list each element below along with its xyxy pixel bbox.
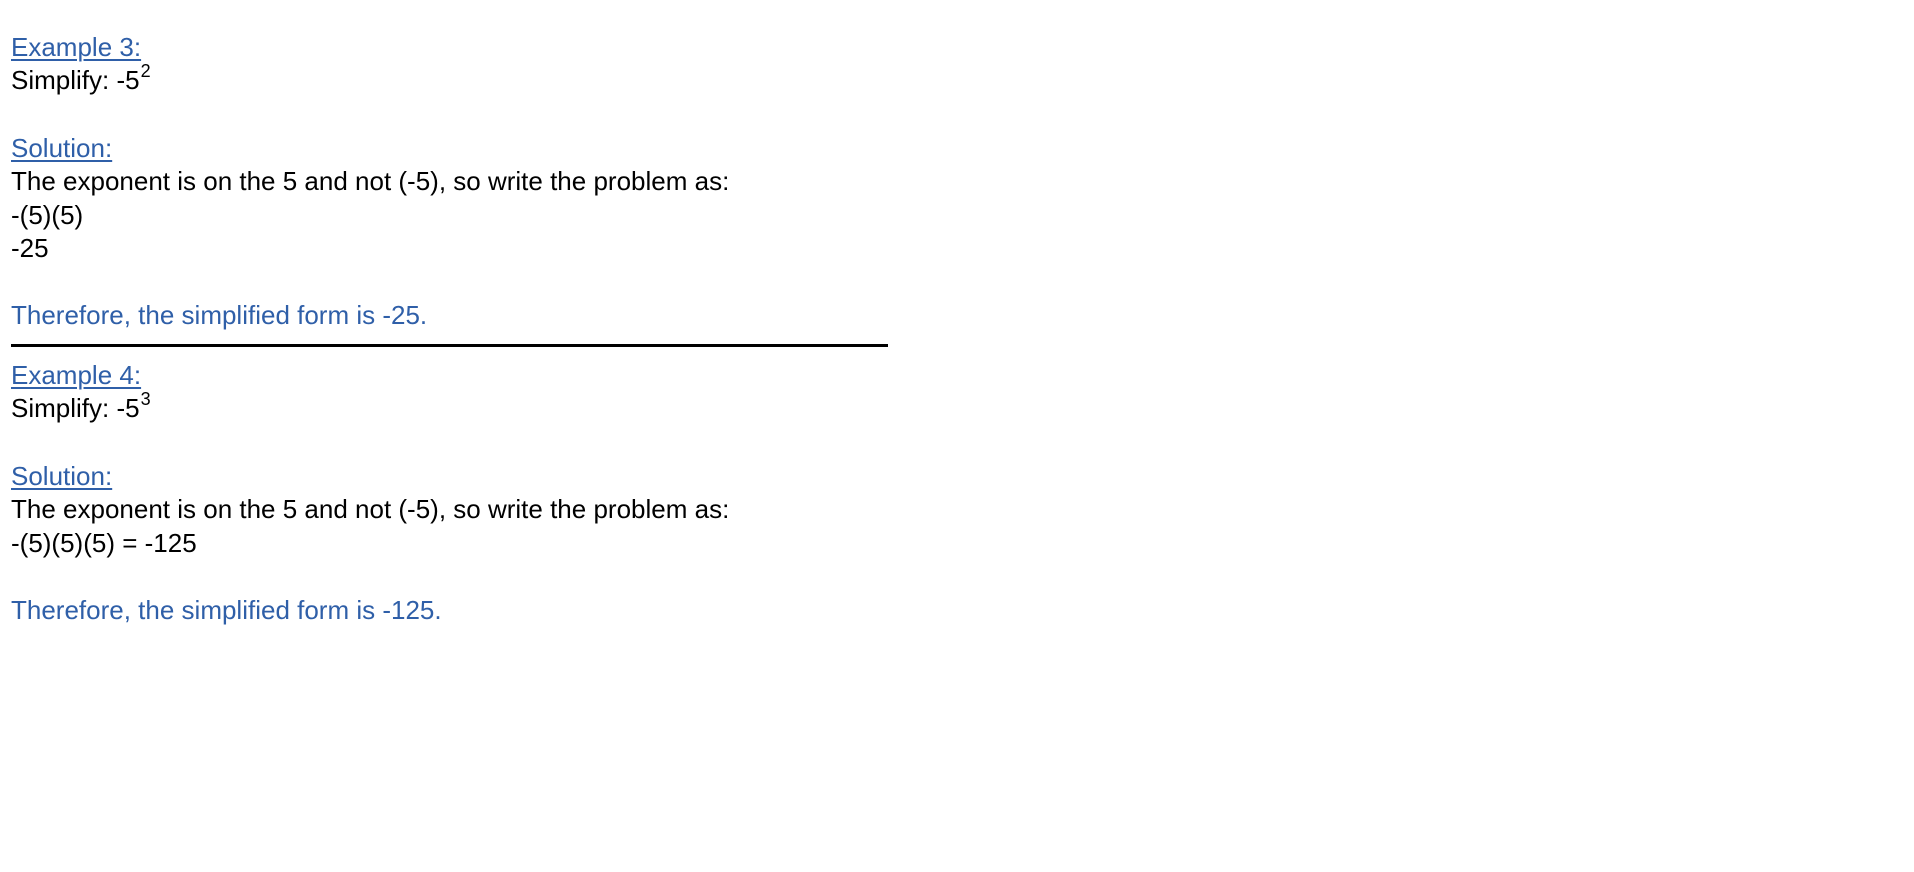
- example-4-conclusion: Therefore, the simplified form is -125.: [11, 595, 442, 625]
- example-4-heading[interactable]: Example 4:: [11, 360, 142, 390]
- example-4-prompt-text: Simplify: -5: [11, 393, 140, 423]
- example-3-step-2: -(5)(5): [11, 200, 84, 230]
- section-divider: [11, 344, 888, 347]
- example-4-step-1: The exponent is on the 5 and not (-5), so write the problem as:: [11, 494, 730, 524]
- example-3-prompt-text: Simplify: -5: [11, 65, 140, 95]
- example-4-solution-heading[interactable]: Solution:: [11, 461, 113, 491]
- example-3-exponent: 2: [140, 61, 151, 82]
- example-3-step-1: The exponent is on the 5 and not (-5), so write the problem as:: [11, 166, 730, 196]
- example-3-conclusion: Therefore, the simplified form is -25.: [11, 300, 428, 330]
- example-3-solution-heading[interactable]: Solution:: [11, 133, 113, 163]
- example-3-step-3: -25: [11, 233, 49, 263]
- example-4-prompt: [11, 391, 151, 425]
- example-3-heading[interactable]: Example 3:: [11, 32, 142, 62]
- example-3-prompt: [11, 63, 151, 97]
- example-4-exponent: 3: [140, 389, 151, 410]
- example-4-step-2: -(5)(5)(5) = -125: [11, 528, 197, 558]
